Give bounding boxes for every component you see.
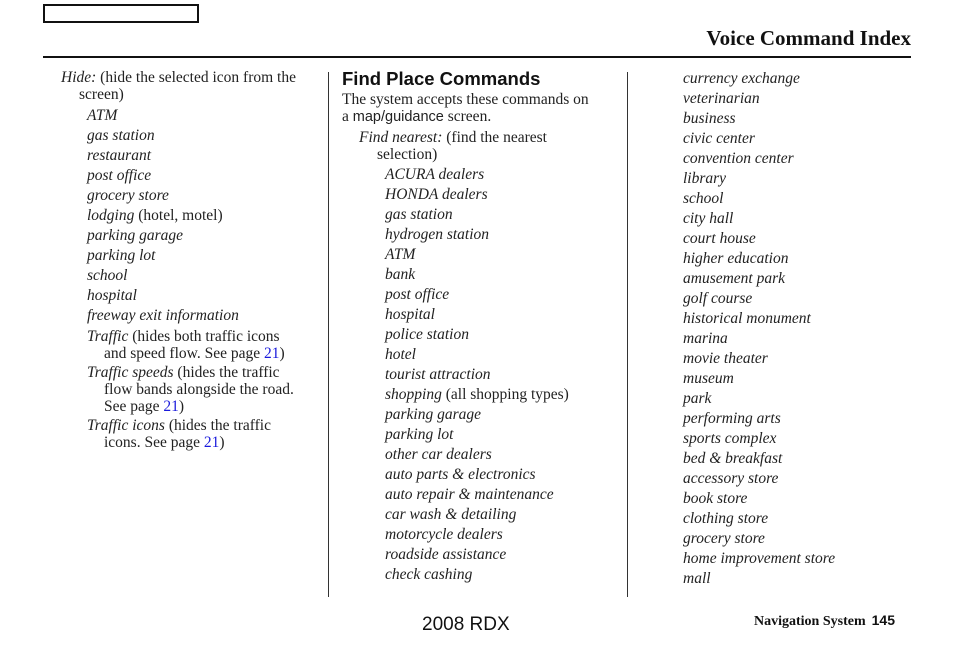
- item-term: post office: [87, 167, 152, 184]
- item-term: check cashing: [385, 566, 473, 583]
- list-item: [683, 329, 911, 349]
- icons-term: Traffic icons: [87, 417, 165, 434]
- item-term: clothing store: [683, 510, 769, 527]
- list-item: [87, 206, 323, 226]
- page-number: 145: [871, 612, 895, 628]
- section-intro: [342, 91, 624, 126]
- list-item: [683, 89, 911, 109]
- speeds-term: Traffic speeds: [87, 364, 174, 381]
- item-term: marina: [683, 330, 728, 347]
- list-item: [385, 545, 624, 565]
- item-term: ATM: [87, 107, 118, 124]
- page-link-21[interactable]: 21: [263, 345, 280, 362]
- list-item: [683, 209, 911, 229]
- list-item: [87, 106, 323, 126]
- list-item: [683, 309, 911, 329]
- list-item: [87, 246, 323, 266]
- item-term: parking garage: [385, 406, 482, 423]
- traffic-desc-cont: and speed flow. See page: [104, 345, 264, 362]
- item-term: bank: [385, 266, 416, 283]
- column-divider-2: [627, 72, 628, 597]
- section-heading: Find Place Commands: [342, 68, 541, 89]
- item-term: library: [683, 170, 727, 187]
- list-item: [683, 429, 911, 449]
- column-divider-1: [328, 72, 329, 597]
- list-item: [385, 505, 624, 525]
- icons-desc-cont: icons. See page: [104, 434, 204, 451]
- list-item: [385, 425, 624, 445]
- list-item: [87, 146, 323, 166]
- list-item: [385, 225, 624, 245]
- item-term: higher education: [683, 250, 789, 267]
- item-term: museum: [683, 370, 734, 387]
- item-term: HONDA dealers: [385, 186, 488, 203]
- item-term: parking lot: [385, 426, 454, 443]
- page-title: Voice Command Index: [706, 26, 911, 50]
- icons-end: ): [219, 434, 225, 451]
- speeds-desc-cont2: See page: [104, 398, 164, 415]
- list-item: [87, 286, 323, 306]
- item-term: book store: [683, 490, 748, 507]
- column-hide: [61, 69, 323, 451]
- item-term: ATM: [385, 246, 416, 263]
- list-item: [683, 69, 911, 89]
- item-term: gas station: [385, 206, 453, 223]
- item-term: motorcycle dealers: [385, 526, 503, 543]
- item-term: golf course: [683, 290, 753, 307]
- list-item: [87, 266, 323, 286]
- item-term: roadside assistance: [385, 546, 507, 563]
- column-find-place: [342, 69, 624, 585]
- traffic-entry: [61, 328, 323, 362]
- item-term: movie theater: [683, 350, 768, 367]
- list-item: [87, 166, 323, 186]
- item-term: historical monument: [683, 310, 811, 327]
- hide-term: Hide:: [61, 69, 97, 86]
- list-item: [385, 565, 624, 585]
- item-term: hotel: [385, 346, 416, 363]
- speeds-desc-cont: flow bands alongside the road.: [104, 381, 294, 398]
- list-item: [385, 285, 624, 305]
- item-term: shopping: [385, 386, 442, 403]
- item-term: school: [87, 267, 128, 284]
- hide-desc: (hide the selected icon from the: [96, 69, 296, 86]
- page-link-21[interactable]: 21: [163, 398, 179, 415]
- list-item: [683, 229, 911, 249]
- item-term: hospital: [87, 287, 137, 304]
- speeds-end: ): [178, 398, 185, 415]
- item-term: tourist attraction: [385, 366, 491, 383]
- find-nearest-desc-cont: selection): [377, 146, 438, 163]
- item-term: post office: [385, 286, 450, 303]
- screen-name: map/guidance: [352, 109, 444, 125]
- list-item: [385, 185, 624, 205]
- item-term: hydrogen station: [385, 226, 490, 243]
- list-item: [683, 269, 911, 289]
- list-item: [385, 325, 624, 345]
- item-term: parking garage: [87, 227, 184, 244]
- intro-text-end: screen.: [443, 108, 492, 125]
- item-term: accessory store: [683, 470, 779, 487]
- item-term: freeway exit information: [87, 307, 239, 324]
- list-item: [385, 525, 624, 545]
- item-term: sports complex: [683, 430, 777, 447]
- find-nearest-entry: [342, 129, 624, 163]
- list-item: [385, 365, 624, 385]
- list-item: [87, 226, 323, 246]
- list-item: [385, 265, 624, 285]
- item-term: city hall: [683, 210, 734, 227]
- list-item: [683, 469, 911, 489]
- list-item: [683, 149, 911, 169]
- list-item: [683, 529, 911, 549]
- item-term: auto parts & electronics: [385, 466, 536, 483]
- item-note: (all shopping types): [441, 386, 569, 403]
- item-term: police station: [385, 326, 469, 343]
- item-term: auto repair & maintenance: [385, 486, 554, 503]
- list-item: [683, 409, 911, 429]
- top-nav-box[interactable]: [43, 4, 199, 23]
- item-term: performing arts: [683, 410, 781, 427]
- item-term: gas station: [87, 127, 155, 144]
- find-nearest-desc: (find the nearest: [442, 129, 547, 146]
- page-link-21[interactable]: 21: [203, 434, 220, 451]
- item-term: currency exchange: [683, 70, 800, 87]
- item-term: other car dealers: [385, 446, 492, 463]
- item-term: ACURA dealers: [385, 166, 485, 183]
- item-term: restaurant: [87, 147, 152, 164]
- footer-label: [754, 612, 895, 630]
- item-term: parking lot: [87, 247, 156, 264]
- traffic-speeds-entry: [61, 364, 323, 415]
- list-item: [87, 306, 323, 326]
- list-item: [385, 245, 624, 265]
- list-item: [385, 445, 624, 465]
- list-item: [683, 129, 911, 149]
- list-item: [683, 449, 911, 469]
- list-item: [683, 289, 911, 309]
- find-nearest-list: [342, 165, 624, 585]
- item-term: lodging: [87, 207, 135, 224]
- hide-entry: [61, 69, 323, 103]
- item-term: convention center: [683, 150, 794, 167]
- list-item: [87, 186, 323, 206]
- list-item: [385, 405, 624, 425]
- speeds-desc: (hides the traffic: [173, 364, 280, 381]
- find-nearest-term: Find nearest:: [359, 129, 443, 146]
- list-item: [385, 485, 624, 505]
- list-item: [385, 205, 624, 225]
- list-item: [683, 189, 911, 209]
- footer-section: Navigation System: [754, 614, 866, 629]
- list-item: [683, 169, 911, 189]
- item-term: court house: [683, 230, 756, 247]
- list-item: [683, 109, 911, 129]
- list-item: [385, 345, 624, 365]
- list-item: [385, 385, 624, 405]
- list-item: [683, 489, 911, 509]
- list-item: [683, 569, 911, 589]
- list-item: [683, 249, 911, 269]
- list-item: [683, 369, 911, 389]
- list-item: [683, 549, 911, 569]
- intro-text-a: a: [342, 108, 353, 125]
- list-item: [385, 305, 624, 325]
- item-term: civic center: [683, 130, 755, 147]
- model-label: 2008 RDX: [422, 614, 510, 635]
- list-item: [683, 509, 911, 529]
- traffic-icons-entry: [61, 417, 323, 451]
- header-rule: [43, 56, 911, 58]
- traffic-term: Traffic: [87, 328, 129, 345]
- item-term: school: [683, 190, 724, 207]
- icons-desc: (hides the traffic: [164, 417, 271, 434]
- item-term: business: [683, 110, 736, 127]
- traffic-end: ): [279, 345, 285, 362]
- list-item: [385, 465, 624, 485]
- item-term: park: [683, 390, 712, 407]
- hide-desc-cont: screen): [79, 86, 124, 103]
- list-item: [683, 389, 911, 409]
- item-term: mall: [683, 570, 711, 587]
- item-term: car wash & detailing: [385, 506, 517, 523]
- intro-text: The system accepts these commands on: [342, 91, 589, 108]
- item-term: veterinarian: [683, 90, 760, 107]
- hide-items-list: [61, 106, 323, 326]
- item-term: grocery store: [683, 530, 765, 547]
- list-item: [87, 126, 323, 146]
- item-term: bed & breakfast: [683, 450, 783, 467]
- item-term: home improvement store: [683, 550, 836, 567]
- list-item: [385, 165, 624, 185]
- list-item: [683, 349, 911, 369]
- traffic-desc: (hides both traffic icons: [128, 328, 280, 345]
- item-term: hospital: [385, 306, 435, 323]
- item-term: amusement park: [683, 270, 786, 287]
- column-places-cont: [683, 69, 911, 589]
- item-term: grocery store: [87, 187, 169, 204]
- item-note: (hotel, motel): [134, 207, 223, 224]
